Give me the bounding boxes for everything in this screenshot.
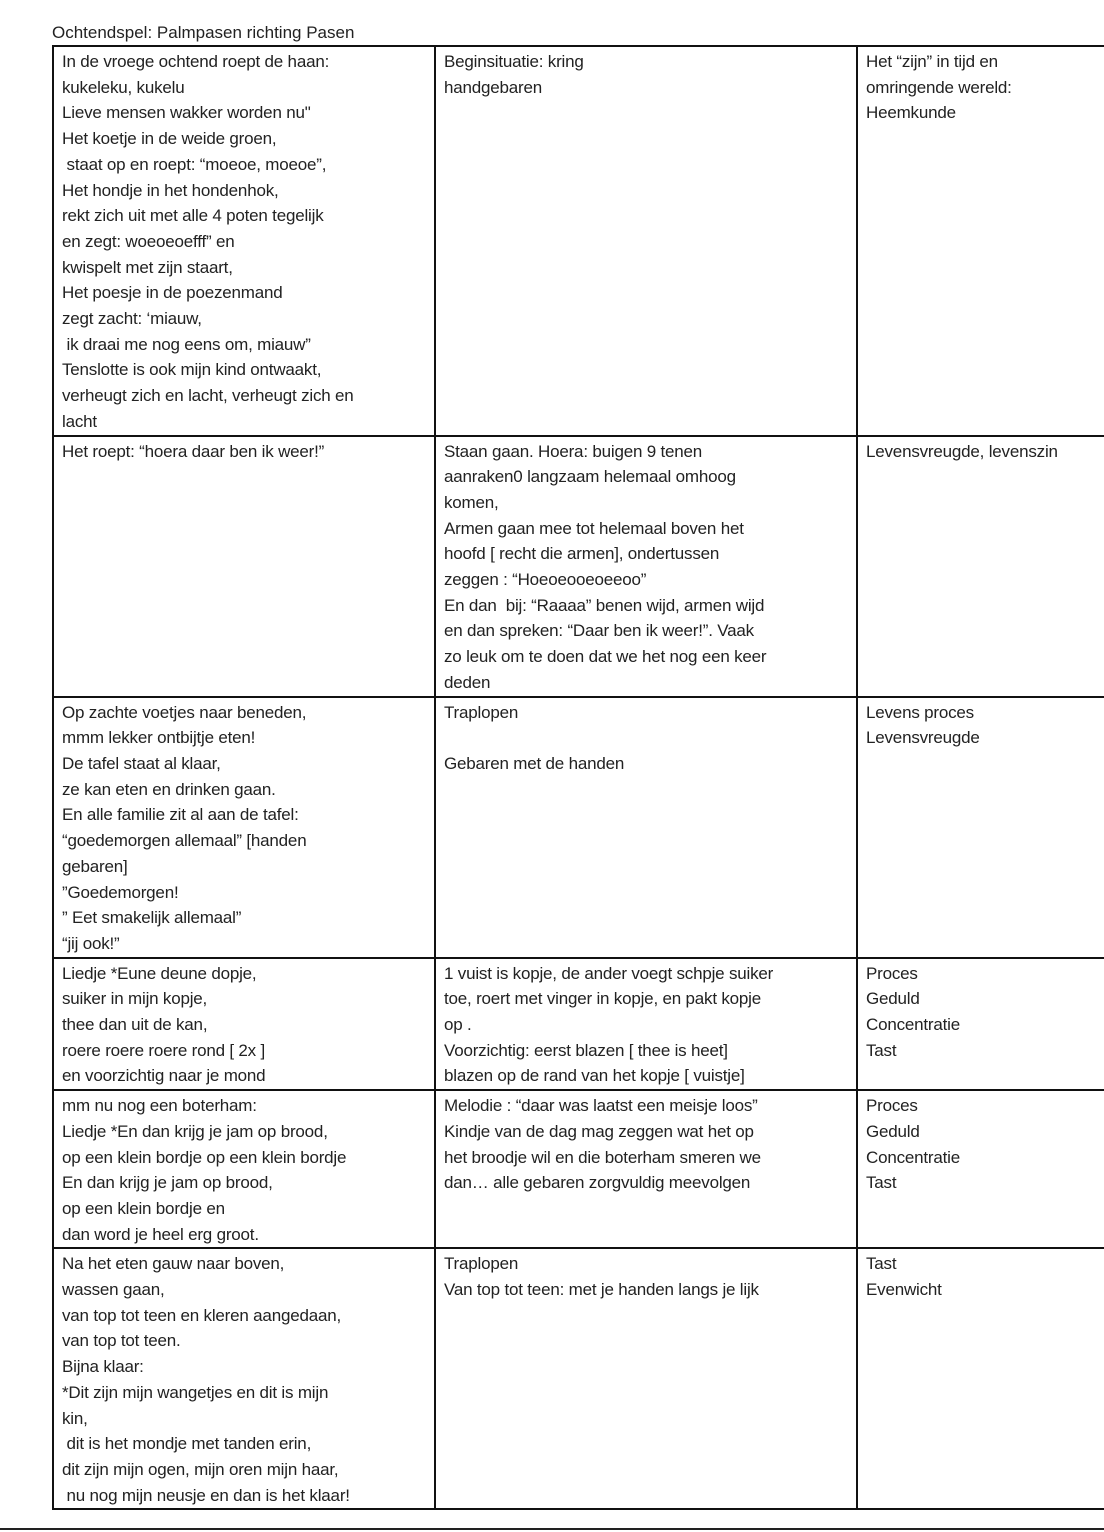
verse-cell	[53, 436, 435, 697]
cell-line: Het roept: “hoera daar ben ik weer!”	[62, 441, 325, 461]
domain-cell	[857, 46, 1104, 436]
cell-line: mm nu nog een boterham:	[62, 1096, 257, 1116]
table-row	[53, 1248, 1104, 1509]
cell-line: 1 vuist is kopje, de ander voegt schpje suiker	[444, 963, 774, 983]
cell-line: wassen gaan,	[62, 1280, 165, 1300]
cell-line: Concentratie	[866, 1147, 960, 1167]
verse-cell	[53, 46, 435, 436]
cell-line: Op zachte voetjes naar beneden,	[62, 702, 307, 722]
action-cell	[435, 697, 857, 958]
action-cell	[435, 436, 857, 697]
cell-line: kukeleku, kukelu	[62, 77, 185, 97]
cell-line: op een klein bordje en	[62, 1198, 225, 1218]
cell-line: Lieve mensen wakker worden nu"	[62, 103, 311, 123]
cell-line: Traplopen	[444, 1254, 519, 1274]
cell-line: Staan gaan. Hoera: buigen 9 tenen	[444, 441, 703, 461]
cell-line: Concentratie	[866, 1015, 960, 1035]
cell-line: Kindje van de dag mag zeggen wat het op	[444, 1121, 754, 1141]
cell-line: het broodje wil en die boterham smeren we	[444, 1147, 761, 1167]
cell-line: Proces	[866, 963, 918, 983]
cell-line: Levensvreugde, levenszin	[866, 441, 1058, 461]
cell-line: toe, roert met vinger in kopje, en pakt kopje	[444, 989, 762, 1009]
cell-line: dan word je heel erg groot.	[62, 1224, 259, 1244]
verse-cell	[53, 697, 435, 958]
cell-line: rekt zich uit met alle 4 poten tegelijk	[62, 206, 324, 226]
cell-line: Gebaren met de handen	[444, 753, 625, 773]
table-row	[53, 46, 1104, 436]
cell-line: Geduld	[866, 989, 920, 1009]
cell-line: Tenslotte is ook mijn kind ontwaakt,	[62, 360, 322, 380]
cell-line: van top tot teen en kleren aangedaan,	[62, 1305, 341, 1325]
action-cell	[435, 958, 857, 1091]
cell-line: In de vroege ochtend roept de haan:	[62, 52, 330, 71]
cell-line: zeggen : “Hoeoeooeoeeoo”	[444, 570, 647, 590]
cell-line: en voorzichtig naar je mond	[62, 1066, 266, 1086]
cell-line: nu nog mijn neusje en dan is het klaar!	[62, 1485, 350, 1505]
cell-line: Voorzichtig: eerst blazen [ thee is heet]	[444, 1040, 728, 1060]
cell-line: dan… alle gebaren zorgvuldig meevolgen	[444, 1173, 751, 1193]
activity-table	[52, 45, 1104, 1510]
cell-line: Liedje *Eune deune dopje,	[62, 963, 257, 983]
domain-cell	[857, 958, 1104, 1091]
cell-line: Het koetje in de weide groen,	[62, 129, 277, 149]
cell-line: kwispelt met zijn staart,	[62, 257, 233, 277]
domain-cell	[857, 436, 1104, 697]
cell-line: En dan krijg je jam op brood,	[62, 1173, 273, 1193]
action-cell	[435, 1248, 857, 1509]
cell-line: verheugt zich en lacht, verheugt zich en	[62, 386, 354, 406]
cell-line: Heemkunde	[866, 103, 956, 123]
cell-line: kin,	[62, 1408, 88, 1428]
cell-line: deden	[444, 672, 491, 692]
cell-line: komen,	[444, 492, 499, 512]
cell-line	[444, 725, 848, 751]
action-cell	[435, 1090, 857, 1248]
cell-line: op een klein bordje op een klein bordje	[62, 1147, 347, 1167]
cell-line: ik draai me nog eens om, miauw”	[62, 334, 311, 354]
cell-line: gebaren]	[62, 856, 128, 876]
cell-line: lacht	[62, 411, 97, 431]
cell-line: blazen op de rand van het kopje [ vuistje]	[444, 1066, 745, 1086]
table-row	[53, 1090, 1104, 1248]
verse-cell	[53, 958, 435, 1091]
cell-line: En alle familie zit al aan de tafel:	[62, 805, 299, 825]
cell-line: zegt zacht: ‘miauw,	[62, 309, 202, 329]
domain-cell	[857, 1090, 1104, 1248]
verse-cell	[53, 1090, 435, 1248]
cell-line: Geduld	[866, 1121, 920, 1141]
cell-line: Van top tot teen: met je handen langs je lijk	[444, 1280, 759, 1300]
cell-line: handgebaren	[444, 77, 543, 97]
table-row	[53, 697, 1104, 958]
cell-line: “jij ook!”	[62, 933, 120, 953]
domain-cell	[857, 1248, 1104, 1509]
document-title: Ochtendspel: Palmpasen richting Pasen	[52, 23, 355, 42]
cell-line: omringende wereld:	[866, 77, 1012, 97]
cell-line: aanraken0 langzaam helemaal omhoog	[444, 467, 736, 487]
verse-cell	[53, 1248, 435, 1509]
cell-line: Tast	[866, 1173, 897, 1193]
cell-line: thee dan uit de kan,	[62, 1015, 208, 1035]
cell-line: Armen gaan mee tot helemaal boven het	[444, 518, 744, 538]
cell-line: Het “zijn” in tijd en	[866, 52, 998, 71]
cell-line: Bijna klaar:	[62, 1357, 144, 1377]
cell-line: op .	[444, 1015, 472, 1035]
cell-line: roere roere roere rond [ 2x ]	[62, 1040, 266, 1060]
cell-line: Beginsituatie: kring	[444, 52, 584, 71]
domain-cell	[857, 697, 1104, 958]
action-cell	[435, 46, 857, 436]
cell-line: dit is het mondje met tanden erin,	[62, 1434, 312, 1454]
cell-line: *Dit zijn mijn wangetjes en dit is mijn	[62, 1382, 329, 1402]
cell-line: en zegt: woeoeoefff” en	[62, 231, 235, 251]
cell-line: Tast	[866, 1254, 897, 1274]
cell-line: En dan bij: “Raaaa” benen wijd, armen wijd	[444, 595, 765, 615]
cell-line: Evenwicht	[866, 1280, 942, 1300]
page-bottom-rule	[0, 1528, 1104, 1530]
cell-line: Melodie : “daar was laatst een meisje loos”	[444, 1096, 758, 1116]
cell-line: “goedemorgen allemaal” [handen	[62, 831, 307, 851]
cell-line: Tast	[866, 1040, 897, 1060]
cell-line: mmm lekker ontbijtje eten!	[62, 728, 256, 748]
cell-line: van top tot teen.	[62, 1331, 181, 1351]
cell-line: Traplopen	[444, 702, 519, 722]
cell-line: dit zijn mijn ogen, mijn oren mijn haar,	[62, 1459, 339, 1479]
cell-line: hoofd [ recht die armen], ondertussen	[444, 544, 720, 564]
cell-line: Proces	[866, 1096, 918, 1116]
table-row	[53, 436, 1104, 697]
cell-line: Na het eten gauw naar boven,	[62, 1254, 285, 1274]
cell-line: suiker in mijn kopje,	[62, 989, 208, 1009]
cell-line: De tafel staat al klaar,	[62, 753, 221, 773]
cell-line: ”Goedemorgen!	[62, 882, 179, 902]
cell-line: Levensvreugde	[866, 728, 980, 748]
cell-line: ze kan eten en drinken gaan.	[62, 779, 276, 799]
cell-line: staat op en roept: “moeoe, moeoe”,	[62, 154, 327, 174]
cell-line: Het poesje in de poezenmand	[62, 283, 283, 303]
table-row	[53, 958, 1104, 1091]
cell-line: ” Eet smakelijk allemaal”	[62, 908, 242, 928]
cell-line: en dan spreken: “Daar ben ik weer!”. Vaak	[444, 621, 754, 641]
cell-line: Liedje *En dan krijg je jam op brood,	[62, 1121, 328, 1141]
cell-line: Levens proces	[866, 702, 974, 722]
cell-line: Het hondje in het hondenhok,	[62, 180, 279, 200]
cell-line: zo leuk om te doen dat we het nog een keer	[444, 647, 767, 667]
